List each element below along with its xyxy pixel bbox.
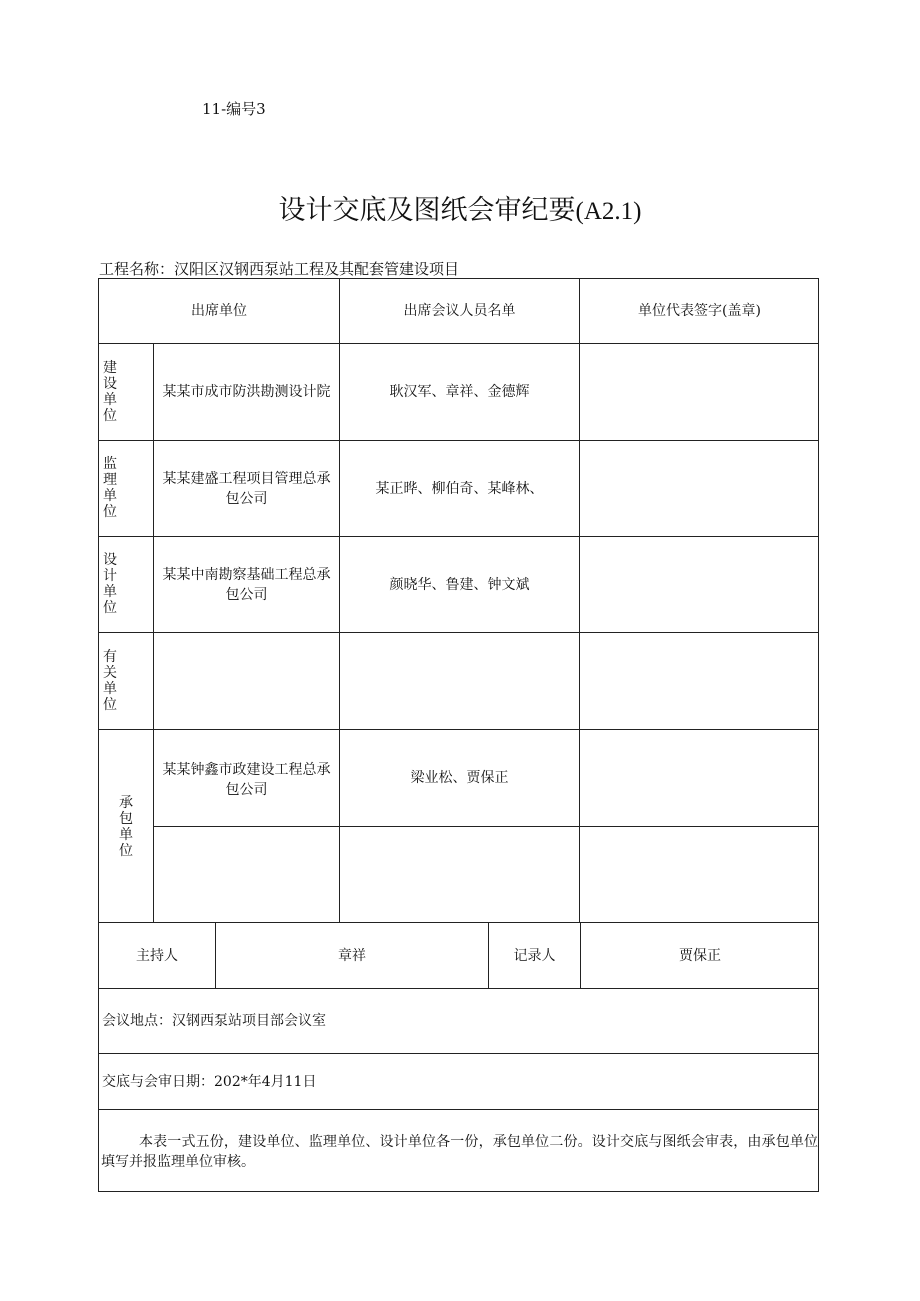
category-label: 监理单位 — [103, 456, 117, 520]
category-label: 有关单位 — [103, 649, 117, 713]
unit-name: 某某钟鑫市政建设工程总承包公司 — [162, 762, 331, 798]
signature-cell[interactable] — [580, 633, 819, 729]
attendee-names: 梁业松、贾保正 — [410, 770, 509, 786]
recorder-name: 贾保正 — [679, 947, 721, 964]
form-note: 本表一式五份，建设单位、监理单位、设计单位各一份，承包单位二份。设计交底与图纸会审表，由承包单位填写并报监理单位审核。 — [101, 1134, 818, 1170]
host-name: 章祥 — [338, 947, 366, 964]
category-label: 承包单位 — [119, 795, 133, 859]
form-code: 11-编号3 — [202, 100, 266, 118]
category-label: 设计单位 — [103, 552, 117, 616]
row-divider — [98, 1109, 819, 1110]
unit-name: 某某建盛工程项目管理总承包公司 — [162, 470, 331, 507]
project-name: 工程名称：汉阳区汉钢西泵站工程及其配套管建设项目 — [99, 260, 460, 278]
title-suffix: (A2.1) — [575, 198, 642, 225]
attendee-names: 某正晔、柳伯奇、某峰林、 — [375, 480, 544, 497]
attendee-names: 颜晓华、鲁建、钟文斌 — [389, 576, 530, 593]
attendee-names: 耿汉军、章祥、金德辉 — [389, 384, 530, 400]
recorder-label: 记录人 — [513, 947, 556, 964]
meeting-date: 交底与会审日期：202*年4月11日 — [102, 1073, 317, 1090]
signature-cell[interactable] — [580, 537, 819, 632]
unit-name: 某某市成市防洪勘测设计院 — [162, 384, 331, 400]
header-attendees: 出席会议人员名单 — [403, 303, 516, 319]
meeting-location: 会议地点：汉钢西泵站项目部会议室 — [102, 1013, 326, 1029]
unit-name — [154, 633, 339, 729]
title-text: 设计交底及图纸会审纪要 — [278, 195, 576, 226]
signature-cell[interactable] — [580, 441, 819, 536]
signature-cell[interactable] — [580, 730, 819, 826]
attendee-names — [340, 633, 579, 729]
unit-name: 某某中南勘察基础工程总承包公司 — [162, 566, 331, 603]
host-label: 主持人 — [136, 947, 178, 964]
row-divider — [153, 826, 819, 827]
category-label: 建设单位 — [103, 360, 117, 424]
signature-cell[interactable] — [580, 344, 819, 440]
page-title — [0, 188, 920, 227]
header-signature: 单位代表签字(盖章) — [638, 303, 761, 319]
header-unit: 出席单位 — [191, 303, 247, 319]
